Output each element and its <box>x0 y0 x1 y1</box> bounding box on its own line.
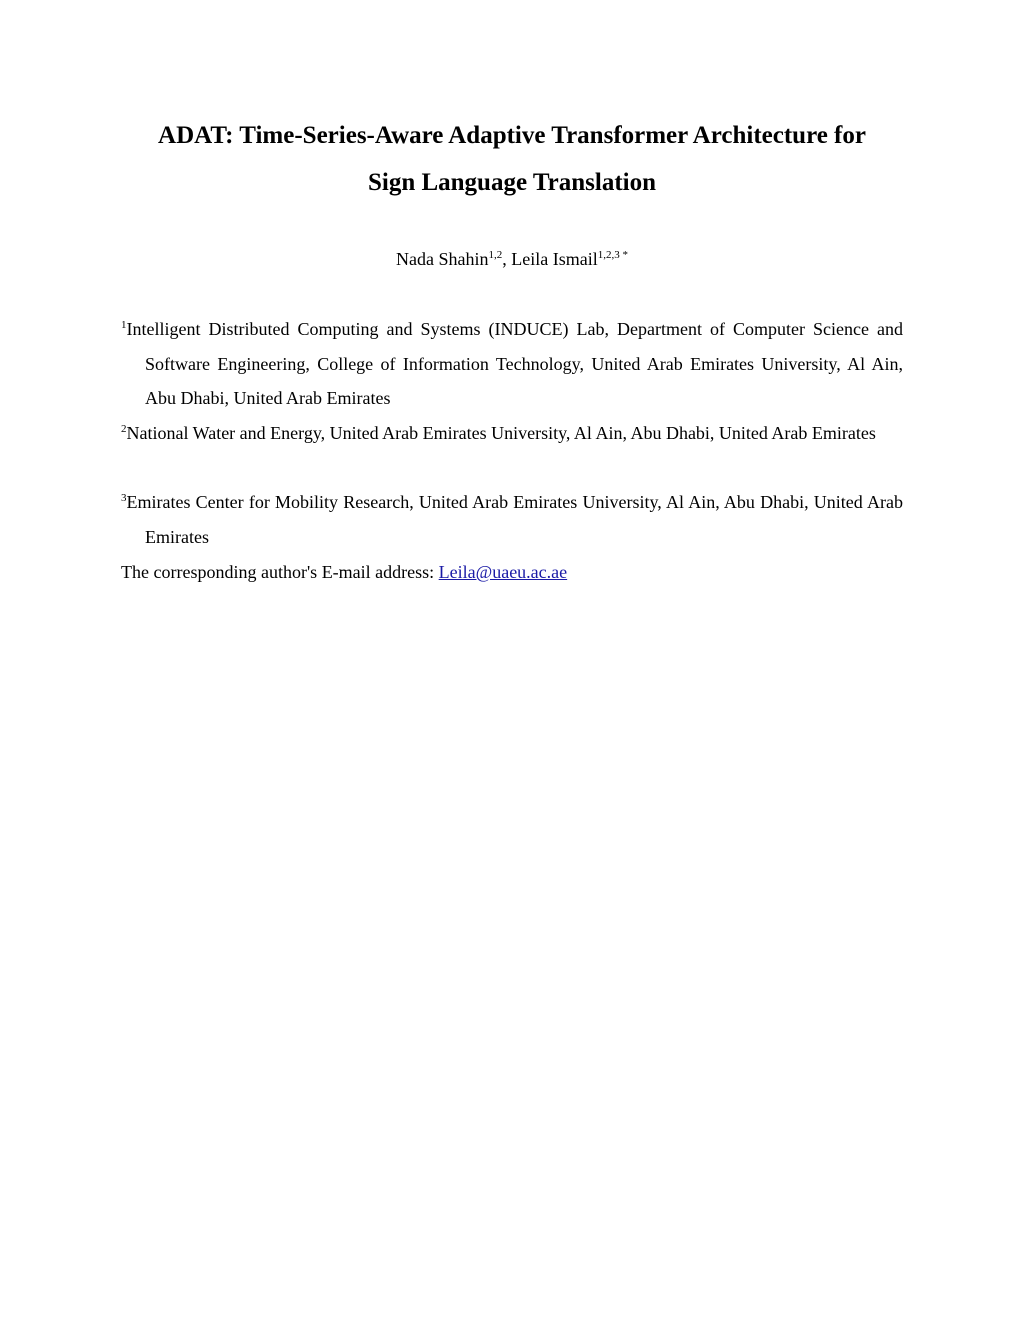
author-separator: , <box>502 249 512 269</box>
corresponding-label: The corresponding author's E-mail address: <box>121 562 439 582</box>
author-name: Leila Ismail <box>511 249 598 269</box>
author-list <box>100 247 924 271</box>
author-name: Nada Shahin <box>396 249 489 269</box>
corresponding-email-link[interactable]: Leila@uaeu.ac.ae <box>438 562 568 582</box>
affiliation-3 <box>121 485 903 554</box>
affiliation-text: Intelligent Distributed Computing and Systems (INDUCE) Lab, Department of Computer Science and Software Engineering, College of Information Technology, United Arab Emirates University, Al Ain, Abu Dhabi, United Arab Emirates <box>126 319 903 409</box>
affiliation-number: 1 <box>121 319 127 331</box>
corresponding-author <box>121 555 567 589</box>
affiliation-number: 2 <box>121 423 127 435</box>
affiliation-text: National Water and Energy, United Arab Emirates University, Al Ain, Abu Dhabi, United Arab Emirates <box>126 423 876 443</box>
affiliation-text: Emirates Center for Mobility Research, United Arab Emirates University, Al Ain, Abu Dhabi, United Arab Emirates <box>126 492 903 547</box>
author-affiliation-marker: 1,2,3 * <box>597 249 628 261</box>
author-affiliation-marker: 1,2 <box>488 249 503 261</box>
affiliation-2 <box>121 416 903 451</box>
affiliation-1 <box>121 312 903 416</box>
paper-title-line-1: ADAT: Time-Series-Aware Adaptive Transformer Architecture for <box>158 122 866 149</box>
paper-title-line-2: Sign Language Translation <box>367 169 657 196</box>
affiliation-number: 3 <box>121 492 127 504</box>
